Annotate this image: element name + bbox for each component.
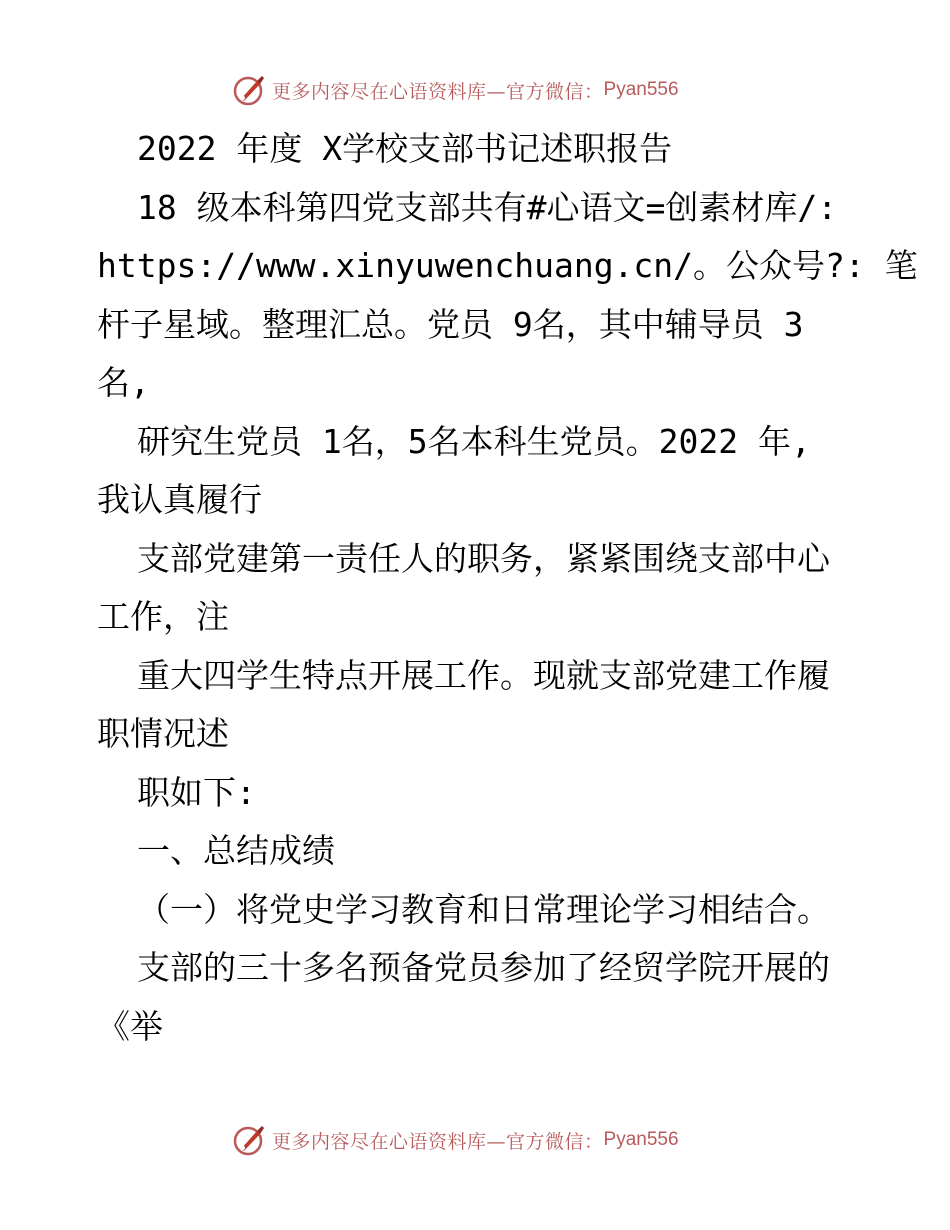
pen-logo-icon (232, 1123, 266, 1157)
header-watermark-banner (232, 72, 712, 108)
banner-wechat-handle: Pyan556 (603, 1129, 679, 1150)
banner-text: 更多内容尽在心语资料库—官方微信： (272, 80, 604, 103)
body-line: 重大四学生特点开展工作。现就支部党建工作履 (137, 655, 830, 695)
pen-logo-icon (232, 73, 266, 107)
body-line: 18 级本科第四党支部共有#心语文=创素材库/: (137, 187, 838, 227)
body-line: 《举 (97, 1006, 163, 1046)
footer-watermark-banner (232, 1122, 712, 1158)
body-line: 工作，注 (97, 597, 229, 636)
banner-wechat-handle: Pyan556 (603, 79, 679, 100)
body-line: 职情况述 (97, 714, 229, 753)
body-line: 我认真履行 (97, 480, 262, 519)
body-line: 名, (97, 363, 150, 402)
banner-text: 更多内容尽在心语资料库—官方微信： (272, 1130, 604, 1153)
body-line: 职如下: (137, 772, 256, 812)
body-line: 支部的三十多名预备党员参加了经贸学院开展的 (137, 948, 830, 987)
report-title: 2022 年度 X学校支部书记述职报告 (137, 129, 673, 168)
body-line: 研究生党员 1名，5名本科生党员。2022 年, (137, 421, 811, 461)
subsection-heading: （一）将党史学习教育和日常理论学习相结合。 (137, 889, 830, 929)
body-line: 支部党建第一责任人的职务，紧紧围绕支部中心 (137, 538, 830, 578)
body-line: 杆子星域。整理汇总。党员 9名，其中辅导员 3 (97, 304, 804, 344)
report-body (97, 120, 918, 1056)
body-line: https://www.xinyuwenchuang.cn/。公众号?: 笔 (97, 246, 918, 285)
section-heading: 一、总结成绩 (137, 831, 335, 870)
